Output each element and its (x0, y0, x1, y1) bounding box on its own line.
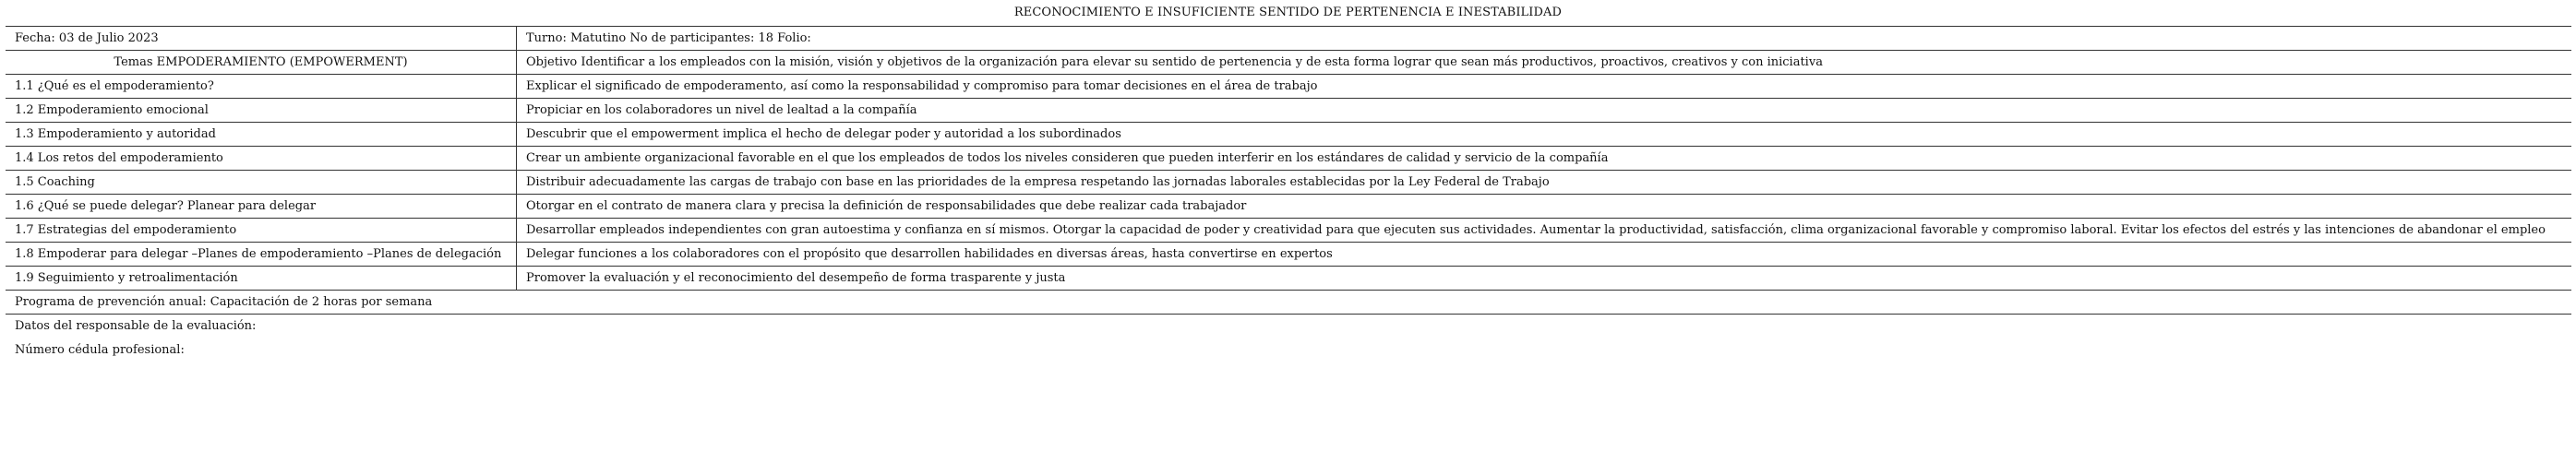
topic-cell: 1.9 Seguimiento y retroalimentación (6, 267, 517, 291)
description-cell: Crear un ambiente organizacional favorable en el que los empleados de todos los niveles consideren que pueden interferir en los estándares de calidad y servicio de la compañía (517, 147, 2572, 171)
topic-cell: 1.1 ¿Qué es el empoderamiento? (6, 75, 517, 99)
topic-cell: 1.4 Los retos del empoderamiento (6, 147, 517, 171)
description-cell: Explicar el significado de empoderamento, así como la responsabilidad y compromiso para tomar decisiones en el área de trabajo (517, 75, 2572, 99)
table-row (6, 219, 2571, 243)
table-row (6, 267, 2571, 291)
table-row (6, 147, 2571, 171)
evaluator-data-label: Datos del responsable de la evaluación: (15, 319, 257, 333)
topic-cell: 1.6 ¿Qué se puede delegar? Planear para delegar (6, 195, 517, 219)
date-cell: Fecha: 03 de Julio 2023 (6, 27, 517, 51)
description-cell: Desarrollar empleados independientes con gran autoestima y confianza en sí mismos. Otorgar la capacidad de poder y creatividad para que ejecuten sus actividades. Aumentar la productividad, satisfacción, clima organizacional favorable y compromiso laboral. Evitar los efectos del estrés y las intenciones de abandonar el empleo (517, 219, 2572, 243)
description-cell: Promover la evaluación y el reconocimiento del desempeño de forma trasparente y justa (517, 267, 2572, 291)
description-cell: Propiciar en los colaboradores un nivel de lealtad a la compañía (517, 99, 2572, 123)
topic-cell: 1.7 Estrategias del empoderamiento (6, 219, 517, 243)
training-plan-table (6, 26, 2571, 315)
topics-heading: Temas EMPODERAMIENTO (EMPOWERMENT) (6, 51, 517, 75)
table-row (6, 243, 2571, 267)
description-cell: Distribuir adecuadamente las cargas de trabajo con base en las prioridades de la empresa respetando las jornadas laborales establecidas por la Ley Federal de Trabajo (517, 171, 2572, 195)
description-cell: Otorgar en el contrato de manera clara y precisa la definición de responsabilidades que debe realizar cada trabajador (517, 195, 2572, 219)
topic-cell: 1.3 Empoderamiento y autoridad (6, 123, 517, 147)
prevention-program-cell: Programa de prevención anual: Capacitación de 2 horas por semana (6, 291, 2571, 315)
shift-cell: Turno: Matutino No de participantes: 18 Folio: (517, 27, 2572, 51)
table-row (6, 123, 2571, 147)
table-row (6, 75, 2571, 99)
topic-cell: 1.5 Coaching (6, 171, 517, 195)
professional-license-label: Número cédula profesional: (15, 343, 185, 357)
document-title: RECONOCIMIENTO E INSUFICIENTE SENTIDO DE PERTENENCIA E INESTABILIDAD (1013, 6, 1563, 19)
topic-cell: 1.8 Empoderar para delegar –Planes de empoderamiento –Planes de delegación (6, 243, 517, 267)
program-row (6, 291, 2571, 315)
header-row (6, 27, 2571, 51)
description-cell: Delegar funciones a los colaboradores con el propósito que desarrollen habilidades en diversas áreas, hasta convertirse en expertos (517, 243, 2572, 267)
description-cell: Descubrir que el empowerment implica el hecho de delegar poder y autoridad a los subordinados (517, 123, 2572, 147)
table-row (6, 171, 2571, 195)
objective-cell: Objetivo Identificar a los empleados con la misión, visión y objetivos de la organización para elevar su sentido de pertenencia y de esta forma lograr que sean más productivos, proactivos, creativos y con iniciativa (517, 51, 2572, 75)
table-row (6, 195, 2571, 219)
subheader-row (6, 51, 2571, 75)
topic-cell: 1.2 Empoderamiento emocional (6, 99, 517, 123)
table-row (6, 99, 2571, 123)
